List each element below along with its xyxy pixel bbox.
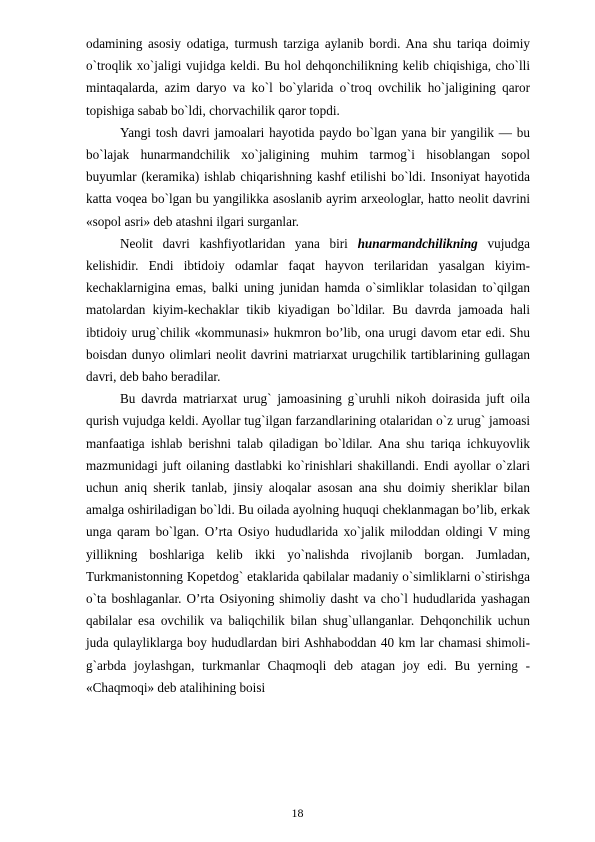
page-number: 18 [291, 806, 304, 820]
emphasized-term: hunarmandchilikning [357, 235, 478, 251]
paragraph-crafts [86, 233, 530, 388]
document-page [86, 33, 530, 699]
paragraph-matriarchy: Bu davrda matriarxat urug` jamoasining g`uruhli nikoh doirasida juft oila qurish vujudga keldi. Ayollar tug`ilgan farzandlarining otalaridan o`z urug` jamoasi manfaatiga ishlab berishni talab qiladigan bo`ldilar. Ana shu tariqa ichkuyovlik mazmunidagi juft oilaning dastlabki ko`rinishlari shakillandi. Endi ayollar o`zlari uchun aniq sherik tanlab, jinsiy aloqalar asosan ana shu doimiy sheriklar bilan amalga oshiriladigan bo`ldi. Bu oilada ayolning huquqi cheklanmagan bo’lib, erkak unga qaram bo`lgan. O’rta Osiyo hududlarida xo`jalik miloddan oldingi V ming yillikning boshlariga kelib ikki yo`nalishda rivojlanib borgan. Jumladan, Turkmanistonning Kopetdog` etaklarida qabilalar madaniy o`simliklarni o`stirishga o`ta boshlaganlar. O’rta Osiyoning shimoliy dasht va cho`l hududlarida yashagan qabilalar esa ovchilik va baliqchilik bilan shug`ullanganlar. Dehqonchilik uchun juda qulayliklarga boy hududlardan biri Ashhaboddan 40 km lar chamasi shimoli-g`arbda joylashgan, turkmanlar Chaqmoqli deb atagan joy edi. Bu yerning - «Chaqmoqi» deb atalihining boisi [86, 391, 530, 695]
paragraph-pottery: Yangi tosh davri jamoalari hayotida paydo bo`lgan yana bir yangilik — bu bo`lajak hunarmandchilik xo`jaligining muhim tarmog`i hisoblangan sopol buyumlar (keramika) ishlab chiqarishning kashf etilishi bo`ldi. Insoniyat hayotida katta voqea bo`lgan bu yangilikka asoslanib ayrim arxeologlar, hatto neolit davrini «sopol asri» deb atashni ilgari surganlar. [86, 124, 530, 229]
paragraph-crafts-after: vujudga kelishidir. Endi ibtidoiy odamlar faqat hayvon terilaridan yasalgan kiyim-kechaklarnigina emas, balki uning junidan hamda o`simliklar tolasidan to`qilgan matolardan kiyim-kechaklar tikib kiyadigan bo`ldilar. Bu davrda jamoada hali ibtidoiy urug`chilik «kommunasi» hukmron bo’lib, ona urugi davom etar edi. Shu boisdan dunyo olimlari neolit davrini matriarxat urugchilik tartiblarining gullagan davri, deb baho beradilar. [86, 235, 530, 385]
paragraph-crafts-before: Neolit davri kashfiyotlaridan yana biri [120, 235, 358, 251]
paragraph-continuation: odamining asosiy odatiga, turmush tarziga aylanib bordi. Ana shu tariqa doimiy o`troqlik xo`jaligi vujidga keldi. Bu hol dehqonchilikning kelib chiqishiga, cho`lli mintaqalarda, azim daryo va ko`l bo`ylarida o`troq ovchilik ho`jaligining qaror topishiga sabab bo`ldi, chorvachilik qaror topdi. [86, 36, 530, 118]
